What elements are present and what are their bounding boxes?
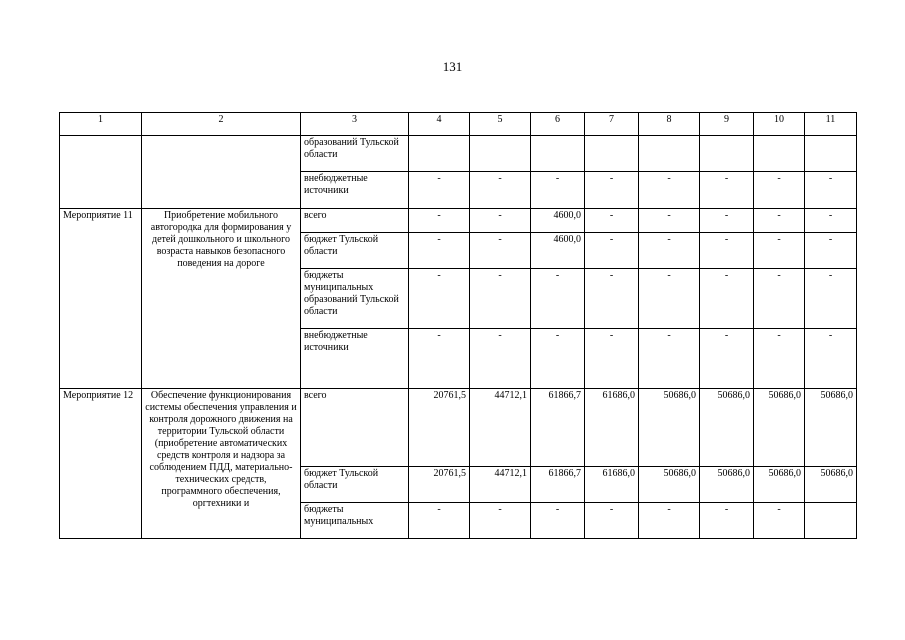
value-cell: - <box>585 233 639 269</box>
event-cell <box>60 136 142 209</box>
value-cell: 20761,5 <box>409 467 470 503</box>
value-cell: - <box>639 209 700 233</box>
value-cell: - <box>754 172 805 209</box>
funding-source-cell: бюджеты муниципальных образований Тульской области <box>301 269 409 329</box>
value-cell: - <box>754 209 805 233</box>
value-cell: - <box>639 233 700 269</box>
value-cell: - <box>805 233 857 269</box>
value-cell: - <box>470 172 531 209</box>
value-cell <box>700 136 754 172</box>
value-cell: 4600,0 <box>531 233 585 269</box>
event-cell: Мероприятие 12 <box>60 389 142 539</box>
value-cell: 50686,0 <box>754 389 805 467</box>
value-cell: 50686,0 <box>700 467 754 503</box>
funding-source-cell: образований Тульской области <box>301 136 409 172</box>
table-body <box>60 113 857 539</box>
value-cell <box>531 136 585 172</box>
event-cell: Мероприятие 11 <box>60 209 142 389</box>
value-cell: - <box>639 503 700 539</box>
description-cell: Обеспечение функционирования системы обеспечения управления и контроля дорожного движения на территории Тульской области (приобретение автоматических средств контроля и надзора за соблюдением ПДД, материально-технических средств, программного обеспечения, оргтехники и <box>142 389 301 539</box>
page-number: 131 <box>442 59 463 74</box>
value-cell: - <box>409 329 470 389</box>
column-header: 5 <box>470 113 531 136</box>
value-cell: - <box>585 209 639 233</box>
value-cell: - <box>700 329 754 389</box>
value-cell: - <box>805 172 857 209</box>
value-cell: - <box>409 209 470 233</box>
value-cell: 50686,0 <box>754 467 805 503</box>
table-row <box>60 136 857 172</box>
column-header: 10 <box>754 113 805 136</box>
value-cell: - <box>805 209 857 233</box>
value-cell: - <box>754 269 805 329</box>
value-cell: 50686,0 <box>805 389 857 467</box>
value-cell: - <box>639 329 700 389</box>
column-header: 2 <box>142 113 301 136</box>
table-row <box>60 389 857 467</box>
value-cell: - <box>585 503 639 539</box>
value-cell <box>470 136 531 172</box>
description-cell: Приобретение мобильного автогородка для формирования у детей дошкольного и школьного возраста навыков безопасного поведения на дороге <box>142 209 301 389</box>
value-cell: - <box>531 329 585 389</box>
table-row <box>60 209 857 233</box>
column-header: 9 <box>700 113 754 136</box>
value-cell: 61686,0 <box>585 467 639 503</box>
value-cell: - <box>639 269 700 329</box>
value-cell: 44712,1 <box>470 389 531 467</box>
value-cell: 50686,0 <box>639 389 700 467</box>
funding-source-cell: бюджет Тульской области <box>301 233 409 269</box>
value-cell <box>585 136 639 172</box>
value-cell: - <box>700 233 754 269</box>
value-cell: - <box>531 269 585 329</box>
value-cell: - <box>409 269 470 329</box>
value-cell <box>639 136 700 172</box>
column-header: 7 <box>585 113 639 136</box>
value-cell: - <box>470 503 531 539</box>
value-cell: - <box>700 172 754 209</box>
value-cell <box>754 136 805 172</box>
header-row <box>60 113 857 136</box>
value-cell: 50686,0 <box>805 467 857 503</box>
value-cell <box>805 503 857 539</box>
value-cell: - <box>470 233 531 269</box>
budget-table <box>59 112 857 539</box>
value-cell: - <box>409 503 470 539</box>
value-cell: - <box>585 172 639 209</box>
column-header: 4 <box>409 113 470 136</box>
value-cell: 61866,7 <box>531 467 585 503</box>
column-header: 1 <box>60 113 142 136</box>
funding-source-cell: внебюджетные источники <box>301 172 409 209</box>
funding-source-cell: внебюджетные источники <box>301 329 409 389</box>
value-cell: - <box>805 329 857 389</box>
value-cell: - <box>470 209 531 233</box>
value-cell: 20761,5 <box>409 389 470 467</box>
funding-source-cell: всего <box>301 209 409 233</box>
value-cell: 50686,0 <box>700 389 754 467</box>
value-cell: - <box>409 233 470 269</box>
value-cell: - <box>531 172 585 209</box>
value-cell: - <box>754 329 805 389</box>
value-cell: - <box>639 172 700 209</box>
value-cell: - <box>700 269 754 329</box>
description-cell <box>142 136 301 209</box>
funding-source-cell: всего <box>301 389 409 467</box>
value-cell: - <box>470 269 531 329</box>
value-cell: - <box>470 329 531 389</box>
value-cell: - <box>585 269 639 329</box>
value-cell <box>805 136 857 172</box>
value-cell: - <box>585 329 639 389</box>
column-header: 3 <box>301 113 409 136</box>
column-header: 11 <box>805 113 857 136</box>
value-cell: 61686,0 <box>585 389 639 467</box>
value-cell: - <box>531 503 585 539</box>
value-cell: 61866,7 <box>531 389 585 467</box>
value-cell: 50686,0 <box>639 467 700 503</box>
value-cell: 4600,0 <box>531 209 585 233</box>
funding-source-cell: бюджет Тульской области <box>301 467 409 503</box>
column-header: 8 <box>639 113 700 136</box>
value-cell: - <box>700 209 754 233</box>
value-cell: 44712,1 <box>470 467 531 503</box>
value-cell: - <box>754 233 805 269</box>
value-cell: - <box>754 503 805 539</box>
value-cell: - <box>700 503 754 539</box>
funding-source-cell: бюджеты муниципальных <box>301 503 409 539</box>
value-cell: - <box>409 172 470 209</box>
value-cell: - <box>805 269 857 329</box>
column-header: 6 <box>531 113 585 136</box>
value-cell <box>409 136 470 172</box>
